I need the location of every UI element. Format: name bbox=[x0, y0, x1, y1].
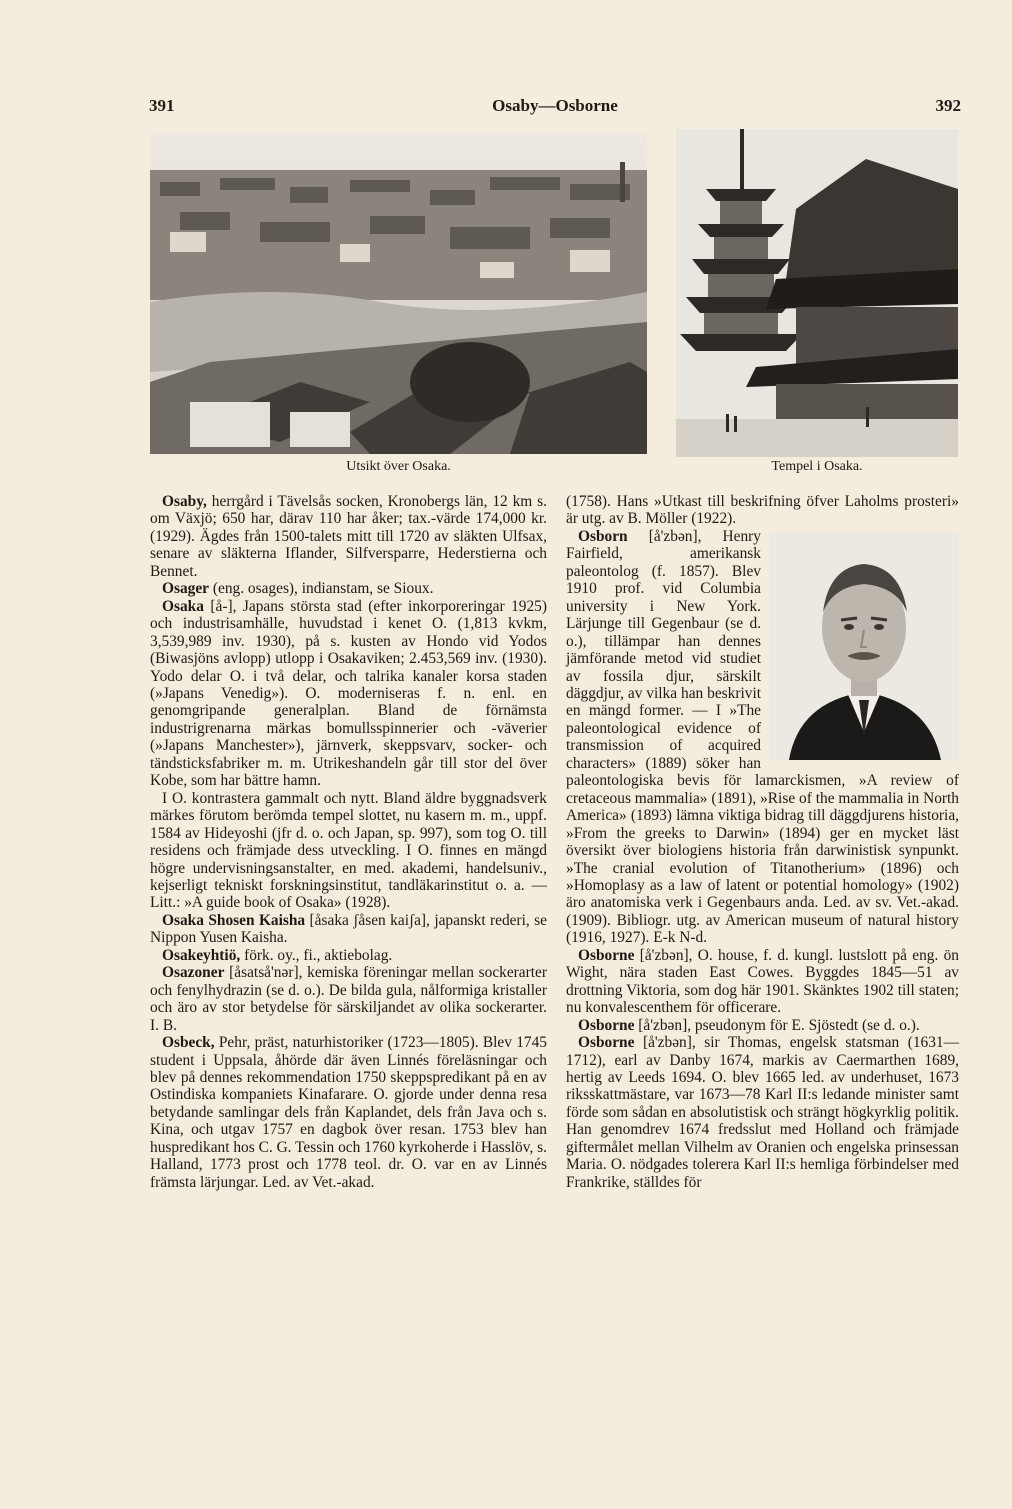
article-body: (1758). Hans »Utkast till beskrifning öfver Laholms prosteri» är utg. av B. Möller (1922). bbox=[566, 493, 959, 528]
right-text-column bbox=[566, 493, 959, 1191]
osborn-portrait bbox=[769, 532, 959, 760]
osaka-temple-caption: Tempel i Osaka. bbox=[771, 459, 863, 474]
article-osazoner bbox=[150, 964, 547, 1034]
article-osaka bbox=[150, 598, 547, 790]
article-body: [å'zbən], Henry Fairfield, amerikansk paleontolog (f. 1857). Blev 1910 prof. vid Columbia university i New York. Lärjunge till Gegenbaur (se d. o.), tillämpar han dennes jämförande metod vid studiet av fossila djur, särskilt däggdjur, av vilka han beskrivit en mängd former. — I »The paleontological evidence of transmission of acquired characters» (1889) söker han paleontologiska bevis för lamarckismen, »A review of cretaceous mammalia» (1891), »Rise of the mammalia in North America» (1893) lämna viktiga bidrag till däggdjurens historia, »From the greeks to Darwin» (1894) ger en mycket läst översikt över biologiens historia från darwinistisk synpunkt. »The cranial evolution of Titanotherium» (1896) och »Homoplasy as a law of latent or potential homology» (1902) äro anatomiska verk i Gegenbaurs anda. Led. av sv. Vet.-akad. (1909). Bibliogr. utg. av American museum of natural history (1916, 1927). E-k N-d. bbox=[566, 527, 959, 947]
left-text-column bbox=[150, 493, 547, 1191]
headword: Osaby, bbox=[162, 493, 207, 510]
article-body: (eng. osages), indianstam, se Sioux. bbox=[209, 580, 434, 598]
osaka-city-photo bbox=[150, 132, 647, 454]
article-osakeyhtio bbox=[150, 947, 547, 964]
article-osborne-thomas bbox=[566, 1034, 959, 1191]
article-osaka-shosen-kaisha bbox=[150, 912, 547, 947]
running-header bbox=[149, 96, 961, 120]
article-body: [å-], Japans största stad (efter inkorporeringar 1925) och industrisamhälle, huvudstad i kenet O. (1,813 kvkm, 3,539,989 inv. 1930), på s. kusten av Hondo vid Yodos (Biwasjöns avlopp) utlopp i Osakaviken; 2.453,569 inv. (1930). Yodo delar O. i två delar, och talrika kanaler korsa staden (»Japans Venedig»). O. moderniseras f. n. enl. en genomgripande generalplan. Bland de förnämsta industrigrenarna märkas bomullsspinnerier och -väverier (»Japans Manchester»), järnverk, skeppsvarv, socker- och tändsticksfabriker m. m. Utrikeshandeln går till stor del över Kobe, som har bättre hamn. bbox=[150, 597, 547, 790]
headword: Osborne bbox=[578, 1034, 635, 1052]
osaka-temple-photo bbox=[676, 129, 958, 457]
headword: Osaka Shosen Kaisha bbox=[162, 911, 306, 929]
article-osaby bbox=[150, 493, 547, 580]
article-body: I O. kontrastera gammalt och nytt. Bland äldre byggnadsverk märkes förutom berömda tempel slottet, nu kasern m. m., uppf. 1584 av Hideyoshi (jfr d. o. och Japan, sp. 997), som tog O. till residens och främjade dess utveckling. I O. finnes en mängd högre undervisningsanstalter, en med. akademi, handelsuniv., kejserligt tekniskt forskningsinstitut, tandläkarinstitut o. a. — Litt.: »A guide book of Osaka» (1928). bbox=[150, 789, 547, 912]
headword: Osager bbox=[162, 580, 210, 598]
article-osborne-house bbox=[566, 947, 959, 1017]
headword: Osaka bbox=[162, 597, 204, 615]
osaka-city-caption: Utsikt över Osaka. bbox=[346, 459, 451, 474]
headword: Osazoner bbox=[162, 964, 225, 982]
article-body: [å'zbən], O. house, f. d. kungl. lustslott på eng. ön Wight, nära staden East Cowes. Byggdes 1845—51 av drottning Viktoria, som dog här 1901. Skänktes 1902 till staten; nu konvalescenthem för officerare. bbox=[566, 946, 959, 1017]
page-number-left: 391 bbox=[149, 96, 175, 115]
headword: Osbeck, bbox=[162, 1034, 215, 1052]
article-osborne-pseudonym bbox=[566, 1017, 959, 1034]
article-body: herrgård i Tävelsås socken, Kronobergs län, 12 km s. om Växjö; 650 har, därav 110 har åker; tax.-värde 174,000 kr. (1929). Ägdes från 1500-talets mitt till 1720 av släkten Ulfsax, senare av släkterna Iflander, Silfversparre, Hederstierna och Bennet. bbox=[150, 493, 547, 580]
article-body: [å'zbən], sir Thomas, engelsk statsman (1631—1712), earl av Danby 1674, markis av Caermarthen 1689, hertig av Leeds 1694. O. blev 1665 led. av underhuset, 1673 riksskattmästare, var 1673—78 Karl II:s ledande minister samt förde som sådan en absolutistisk och strängt högkyrklig politik. Han genomdrev 1674 fredsslut med Holland och främjade giftermålet mellan Vilhelm av Oranien och engelska prinsessan Maria. O. nödgades tolerera Karl II:s hemliga förbindelser med Frankrike, ställdes för bbox=[566, 1034, 959, 1191]
article-osaka-continued bbox=[150, 790, 547, 912]
article-body: förk. oy., fi., aktiebolag. bbox=[240, 946, 393, 964]
article-body: [å'zbən], pseudonym för E. Sjöstedt (se d. o.). bbox=[634, 1016, 920, 1034]
headword: Osakeyhtiö, bbox=[162, 946, 241, 964]
article-body: Pehr, präst, naturhistoriker (1723—1805). Blev 1745 student i Uppsala, åhörde där även Linnés föreläsningar och blev på dennes rekommendation 1750 skeppspredikant på en av Ostindiska kompaniets Kinafarare. O. gjorde under denna resa betydande samlingar dels från Kaplandet, dels från Java och s. Kina, och utgav 1757 en dagbok över resan. 1753 blev han huspredikant hos C. G. Tessin och 1760 kyrkoherde i Hasslöv, s. Halland, 1773 prost och 1778 teol. dr. O. var en av Linnés främsta lärjungar. Led. av Vet.-akad. bbox=[150, 1034, 547, 1191]
article-osager bbox=[150, 580, 547, 597]
article-osbeck bbox=[150, 1034, 547, 1191]
headword: Osborne bbox=[578, 946, 635, 964]
headword: Osborn bbox=[578, 527, 628, 545]
headword: Osborne bbox=[578, 1016, 635, 1034]
article-osbeck-end bbox=[566, 493, 959, 528]
article-body: [åsatså'nər], kemiska föreningar mellan sockerarter och fenylhydrazin (se d. o.). De bilda gula, nålformiga kristaller och äro av stor betydelse för särskiljandet av olika sockerarter. I. B. bbox=[150, 964, 547, 1034]
page-number-right: 392 bbox=[935, 96, 961, 115]
header-title: Osaby—Osborne bbox=[492, 96, 618, 115]
article-body: [åsaka ʃåsen kaiʃa], japanskt rederi, se Nippon Yusen Kaisha. bbox=[150, 911, 547, 947]
